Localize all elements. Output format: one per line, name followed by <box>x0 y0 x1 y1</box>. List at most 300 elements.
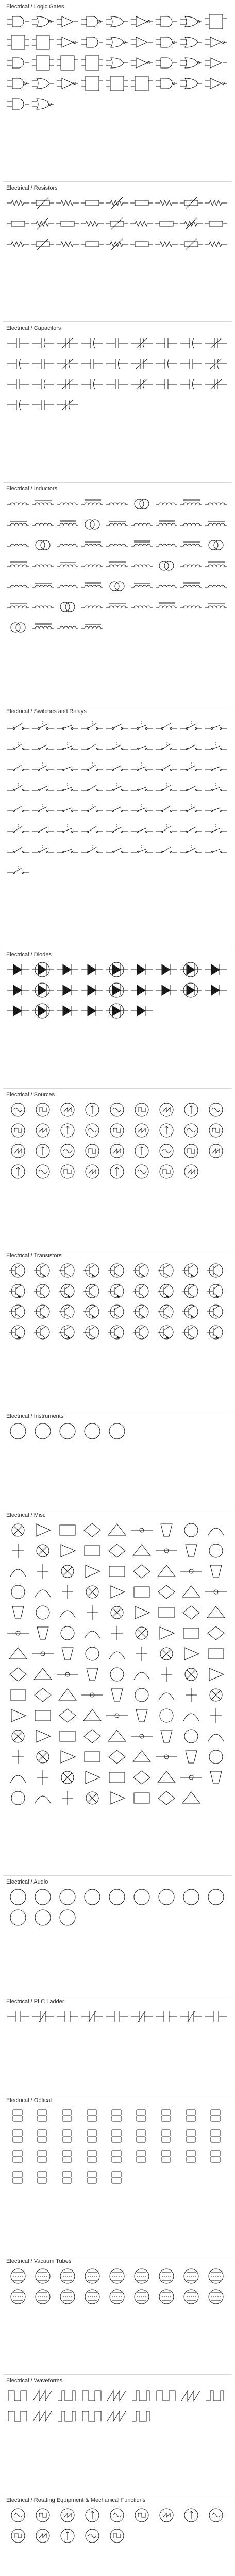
dc-source-shape[interactable] <box>6 1121 30 1140</box>
light-dependent-resistor-shape[interactable] <box>105 2127 129 2145</box>
diode-tube-shape[interactable] <box>204 2267 228 2285</box>
laser-diode-shape[interactable] <box>6 2127 30 2145</box>
terminal-shape[interactable] <box>56 1645 79 1663</box>
lamp-shape[interactable] <box>155 1521 178 1539</box>
diode-tube-shape[interactable] <box>179 2287 203 2306</box>
socket-shape[interactable] <box>56 1541 79 1560</box>
summing-junction-shape[interactable] <box>105 1521 129 1539</box>
nmos-shape[interactable] <box>204 1261 228 1280</box>
spdt-switch-shape[interactable] <box>179 800 203 818</box>
optocoupler-shape[interactable] <box>80 2147 104 2166</box>
filter-shape[interactable] <box>130 1521 154 1539</box>
ferrite-bead-shape[interactable] <box>80 577 104 596</box>
spst-switch-shape[interactable] <box>155 800 178 818</box>
nmos-shape[interactable] <box>56 1261 79 1280</box>
ground-shape[interactable] <box>56 1162 79 1181</box>
inductor-shape[interactable] <box>204 556 228 575</box>
resistor-box-shape[interactable] <box>105 214 129 233</box>
optocoupler-shape[interactable] <box>105 2168 129 2187</box>
fuse-shape[interactable] <box>204 758 228 777</box>
plug-shape[interactable] <box>105 1562 129 1581</box>
coil-shape[interactable] <box>56 2007 79 2026</box>
inverter-shape[interactable] <box>130 33 154 52</box>
pmos-shape[interactable] <box>80 1302 104 1321</box>
pentode-shape[interactable] <box>56 2287 79 2306</box>
sawtooth-source-shape[interactable] <box>130 1142 154 1160</box>
variable-resistor-shape[interactable] <box>204 235 228 253</box>
jfet-shape[interactable] <box>31 1282 55 1300</box>
ferrite-bead-shape[interactable] <box>130 515 154 534</box>
xor-gate-shape[interactable] <box>31 74 55 93</box>
fuse-shape[interactable] <box>130 717 154 736</box>
crystal-shape[interactable] <box>105 1541 129 1560</box>
jfet-shape[interactable] <box>31 1323 55 1342</box>
terminal-shape[interactable] <box>130 1748 154 1766</box>
spdt-switch-shape[interactable] <box>130 820 154 839</box>
feedthrough-capacitor-shape[interactable] <box>6 354 30 373</box>
sawtooth-source-shape[interactable] <box>105 1162 129 1181</box>
tetrode-shape[interactable] <box>130 2287 154 2306</box>
inverter-shape[interactable] <box>6 95 30 113</box>
seven-segment-display-shape[interactable] <box>179 2147 203 2166</box>
push-button-shape[interactable] <box>155 820 178 839</box>
plug-shape[interactable] <box>179 1583 203 1601</box>
summing-junction-shape[interactable] <box>179 1624 203 1642</box>
op-amp-shape[interactable] <box>6 1665 30 1684</box>
no-contact-shape[interactable] <box>6 2007 30 2026</box>
current-source-shape[interactable] <box>6 1162 30 1181</box>
npn-transistor-shape[interactable] <box>6 1302 30 1321</box>
test-point-shape[interactable] <box>6 1789 30 1807</box>
section-title[interactable]: Electrical / Sources <box>6 1092 55 1098</box>
diode-shape[interactable] <box>6 960 30 979</box>
light-dependent-resistor-shape[interactable] <box>80 2106 104 2125</box>
summing-junction-shape[interactable] <box>105 1603 129 1622</box>
feedthrough-capacitor-shape[interactable] <box>31 375 55 394</box>
section-title[interactable]: Electrical / Vacuum Tubes <box>6 2258 72 2264</box>
plug-shape[interactable] <box>31 1706 55 1725</box>
filter-shape[interactable] <box>56 1748 79 1766</box>
photodiode-shape[interactable] <box>6 1002 30 1020</box>
ferrite-bead-shape[interactable] <box>31 536 55 554</box>
variable-resistor-shape[interactable] <box>130 214 154 233</box>
variable-inductor-shape[interactable] <box>80 598 104 616</box>
current-source-shape[interactable] <box>56 1121 79 1140</box>
step-wave-shape[interactable] <box>204 2386 228 2405</box>
seven-segment-display-shape[interactable] <box>130 2106 154 2125</box>
summing-junction-shape[interactable] <box>105 1768 129 1787</box>
ferrite-bead-shape[interactable] <box>6 515 30 534</box>
variable-capacitor-shape[interactable] <box>179 334 203 352</box>
fuse-shape[interactable] <box>179 841 203 859</box>
push-button-shape[interactable] <box>204 800 228 818</box>
resistor-array-shape[interactable] <box>130 235 154 253</box>
pulse-wave-shape[interactable] <box>179 2386 203 2405</box>
terminal-shape[interactable] <box>56 1562 79 1581</box>
connector-shape[interactable] <box>105 1665 129 1684</box>
op-amp-shape[interactable] <box>80 1521 104 1539</box>
iron-core-inductor-shape[interactable] <box>105 556 129 575</box>
square-wave-source-shape[interactable] <box>105 1142 129 1160</box>
test-point-shape[interactable] <box>6 1624 30 1642</box>
tetrode-shape[interactable] <box>155 2267 178 2285</box>
flip-flop-shape[interactable] <box>80 74 104 93</box>
test-point-shape[interactable] <box>155 1665 178 1684</box>
square-wave-source-shape[interactable] <box>155 1100 178 1119</box>
relay-contact-shape[interactable] <box>179 758 203 777</box>
polarized-capacitor-shape[interactable] <box>179 354 203 373</box>
jfet-shape[interactable] <box>179 1282 203 1300</box>
thyristor-shape[interactable] <box>80 981 104 999</box>
crystal-shape[interactable] <box>179 1727 203 1745</box>
motor-shape[interactable] <box>204 1645 228 1663</box>
thermistor-shape[interactable] <box>105 194 129 212</box>
spst-switch-shape[interactable] <box>31 779 55 798</box>
sine-wave-shape[interactable] <box>6 2407 30 2426</box>
diode-shape[interactable] <box>130 981 154 999</box>
resistor-box-shape[interactable] <box>31 235 55 253</box>
motor-shape[interactable] <box>56 1521 79 1539</box>
nc-contact-shape[interactable] <box>31 2007 55 2026</box>
filter-shape[interactable] <box>130 1768 154 1787</box>
ac-source-shape[interactable] <box>179 1121 203 1140</box>
section-title[interactable]: Electrical / Diodes <box>6 952 52 958</box>
transformer-shape[interactable] <box>31 577 55 596</box>
test-point-shape[interactable] <box>80 1727 104 1745</box>
nor-gate-shape[interactable] <box>179 33 203 52</box>
fuse-shape[interactable] <box>80 738 104 756</box>
npn-transistor-shape[interactable] <box>6 1261 30 1280</box>
summing-junction-shape[interactable] <box>31 1583 55 1601</box>
ring-oscillator-shape[interactable] <box>31 33 55 52</box>
ring-oscillator-shape[interactable] <box>130 74 154 93</box>
connector-shape[interactable] <box>179 1521 203 1539</box>
antenna-shape[interactable] <box>6 1768 30 1787</box>
lamp-shape[interactable] <box>80 820 104 839</box>
variable-inductor-shape[interactable] <box>80 495 104 513</box>
speaker-shape[interactable] <box>31 1888 55 1906</box>
buffer-shape[interactable] <box>204 74 228 93</box>
diode-tube-shape[interactable] <box>80 2287 104 2306</box>
variable-inductor-shape[interactable] <box>105 515 129 534</box>
socket-shape[interactable] <box>56 1789 79 1807</box>
clutch-shape[interactable] <box>6 2527 30 2545</box>
battery-shape[interactable] <box>56 1100 79 1119</box>
and-gate-shape[interactable] <box>155 74 178 93</box>
bell-shape[interactable] <box>6 1908 30 1927</box>
triode-shape[interactable] <box>105 2287 129 2306</box>
gear-shape[interactable] <box>204 2506 228 2524</box>
ferrite-bead-shape[interactable] <box>179 556 203 575</box>
nand-gate-shape[interactable] <box>155 33 178 52</box>
igbt-shape[interactable] <box>56 1323 79 1342</box>
microphone-shape[interactable] <box>6 1888 30 1906</box>
light-dependent-resistor-shape[interactable] <box>204 2106 228 2125</box>
push-button-shape[interactable] <box>6 738 30 756</box>
pnp-transistor-shape[interactable] <box>179 1302 203 1321</box>
socket-shape[interactable] <box>130 1645 154 1663</box>
capacitor-shape[interactable] <box>155 354 178 373</box>
schottky-diode-shape[interactable] <box>56 960 79 979</box>
connector-shape[interactable] <box>31 1562 55 1581</box>
buzzer-shape[interactable] <box>80 1888 104 1906</box>
resistor-box-shape[interactable] <box>179 194 203 212</box>
jfet-shape[interactable] <box>105 1302 129 1321</box>
speaker-shape[interactable] <box>155 1888 178 1906</box>
trimmer-capacitor-shape[interactable] <box>80 334 104 352</box>
lamp-shape[interactable] <box>31 841 55 859</box>
spst-switch-shape[interactable] <box>179 717 203 736</box>
ferrite-bead-shape[interactable] <box>204 577 228 596</box>
motor-shape[interactable] <box>6 2506 30 2524</box>
seven-segment-display-shape[interactable] <box>155 2127 178 2145</box>
inverter-shape[interactable] <box>179 54 203 72</box>
motor-shape[interactable] <box>56 1686 79 1704</box>
polarized-capacitor-shape[interactable] <box>204 375 228 394</box>
galvanometer-shape[interactable] <box>31 1422 55 1440</box>
ground-shape[interactable] <box>80 1142 104 1160</box>
igbt-shape[interactable] <box>130 1302 154 1321</box>
diode-tube-shape[interactable] <box>6 2267 30 2285</box>
battery-shape[interactable] <box>179 1162 203 1181</box>
motor-shape[interactable] <box>31 2527 55 2545</box>
spdt-switch-shape[interactable] <box>31 717 55 736</box>
square-wave-shape[interactable] <box>31 2407 55 2426</box>
push-button-shape[interactable] <box>179 738 203 756</box>
feedthrough-capacitor-shape[interactable] <box>155 375 178 394</box>
iron-core-inductor-shape[interactable] <box>6 577 30 596</box>
xnor-gate-shape[interactable] <box>6 54 30 72</box>
antenna-shape[interactable] <box>6 1686 30 1704</box>
xor-gate-shape[interactable] <box>155 12 178 31</box>
filter-shape[interactable] <box>204 1624 228 1642</box>
crystal-shape[interactable] <box>31 1768 55 1787</box>
op-amp-shape[interactable] <box>80 1603 104 1622</box>
battery-shape[interactable] <box>204 1142 228 1160</box>
jfet-shape[interactable] <box>179 1323 203 1342</box>
nand-gate-shape[interactable] <box>105 12 129 31</box>
current-source-shape[interactable] <box>31 1142 55 1160</box>
connector-shape[interactable] <box>105 1748 129 1766</box>
zener-diode-shape[interactable] <box>204 960 228 979</box>
ground-shape[interactable] <box>130 1100 154 1119</box>
potentiometer-shape[interactable] <box>155 214 178 233</box>
crystal-shape[interactable] <box>31 1521 55 1539</box>
op-amp-shape[interactable] <box>80 1768 104 1787</box>
variable-resistor-shape[interactable] <box>56 194 79 212</box>
test-point-shape[interactable] <box>6 1541 30 1560</box>
section-title[interactable]: Electrical / Instruments <box>6 1413 64 1419</box>
seven-segment-display-shape[interactable] <box>56 2147 79 2166</box>
lamp-shape[interactable] <box>155 1686 178 1704</box>
resistor-zigzag-shape[interactable] <box>6 235 30 253</box>
light-dependent-resistor-shape[interactable] <box>130 2147 154 2166</box>
transformer-shape[interactable] <box>80 515 104 534</box>
resistor-array-shape[interactable] <box>130 194 154 212</box>
step-wave-shape[interactable] <box>105 2407 129 2426</box>
connector-shape[interactable] <box>179 1686 203 1704</box>
section-title[interactable]: Electrical / Misc <box>6 1512 46 1518</box>
spst-switch-shape[interactable] <box>204 779 228 798</box>
resistor-array-shape[interactable] <box>56 214 79 233</box>
photo-transistor-shape[interactable] <box>204 2127 228 2145</box>
op-amp-shape[interactable] <box>6 1748 30 1766</box>
capacitor-shape[interactable] <box>56 375 79 394</box>
no-contact-shape[interactable] <box>130 2007 154 2026</box>
relay-coil-shape[interactable] <box>130 841 154 859</box>
resistor-zigzag-shape[interactable] <box>155 194 178 212</box>
thyristor-shape[interactable] <box>130 960 154 979</box>
relay-coil-shape[interactable] <box>80 717 104 736</box>
spst-switch-shape[interactable] <box>105 820 129 839</box>
pentode-shape[interactable] <box>179 2267 203 2285</box>
photo-transistor-shape[interactable] <box>6 2168 30 2187</box>
current-source-shape[interactable] <box>80 1100 104 1119</box>
crystal-shape[interactable] <box>179 1562 203 1581</box>
transformer-shape[interactable] <box>179 598 203 616</box>
relay-coil-shape[interactable] <box>179 820 203 839</box>
crystal-shape[interactable] <box>31 1686 55 1704</box>
terminal-shape[interactable] <box>204 1521 228 1539</box>
test-point-shape[interactable] <box>80 1562 104 1581</box>
antenna-shape[interactable] <box>80 1624 104 1642</box>
socket-shape[interactable] <box>204 1583 228 1601</box>
op-amp-shape[interactable] <box>155 1624 178 1642</box>
sine-wave-shape[interactable] <box>130 2407 154 2426</box>
seven-segment-display-shape[interactable] <box>6 2106 30 2125</box>
transformer-shape[interactable] <box>6 556 30 575</box>
op-amp-shape[interactable] <box>155 1541 178 1560</box>
lamp-shape[interactable] <box>179 779 203 798</box>
iron-core-inductor-shape[interactable] <box>204 536 228 554</box>
optocoupler-shape[interactable] <box>56 2127 79 2145</box>
microphone-shape[interactable] <box>130 1888 154 1906</box>
npn-transistor-shape[interactable] <box>80 1282 104 1300</box>
plug-shape[interactable] <box>105 1645 129 1663</box>
npn-transistor-shape[interactable] <box>155 1302 178 1321</box>
transformer-shape[interactable] <box>105 536 129 554</box>
variable-inductor-shape[interactable] <box>179 577 203 596</box>
summing-junction-shape[interactable] <box>31 1665 55 1684</box>
iron-core-inductor-shape[interactable] <box>31 598 55 616</box>
summing-junction-shape[interactable] <box>179 1789 203 1807</box>
fuse-shape[interactable] <box>6 841 30 859</box>
motor-shape[interactable] <box>56 1603 79 1622</box>
zener-diode-shape[interactable] <box>155 981 178 999</box>
terminal-shape[interactable] <box>204 1768 228 1787</box>
relay-coil-shape[interactable] <box>155 758 178 777</box>
diac-shape[interactable] <box>56 1002 79 1020</box>
npn-transistor-shape[interactable] <box>80 1323 104 1342</box>
nand-gate-shape[interactable] <box>204 54 228 72</box>
buffer-shape[interactable] <box>56 12 79 31</box>
inverter-shape[interactable] <box>80 12 104 31</box>
filter-shape[interactable] <box>204 1706 228 1725</box>
crystal-shape[interactable] <box>105 1706 129 1725</box>
xor-gate-shape[interactable] <box>204 33 228 52</box>
photo-transistor-shape[interactable] <box>179 2106 203 2125</box>
lamp-shape[interactable] <box>105 738 129 756</box>
pulse-source-shape[interactable] <box>105 1100 129 1119</box>
laser-diode-shape[interactable] <box>56 2168 79 2187</box>
connector-shape[interactable] <box>105 1583 129 1601</box>
headphone-shape[interactable] <box>179 1888 203 1906</box>
connector-shape[interactable] <box>31 1727 55 1745</box>
motor-shape[interactable] <box>130 2506 154 2524</box>
photodiode-shape[interactable] <box>105 960 129 979</box>
generator-shape[interactable] <box>56 2527 79 2545</box>
igbt-shape[interactable] <box>204 1323 228 1342</box>
or-gate-shape[interactable] <box>31 12 55 31</box>
trimmer-capacitor-shape[interactable] <box>130 375 154 394</box>
gear-shape[interactable] <box>80 2506 104 2524</box>
motor-shape[interactable] <box>130 1706 154 1725</box>
diode-tube-shape[interactable] <box>105 2267 129 2285</box>
crystal-shape[interactable] <box>179 1645 203 1663</box>
potentiometer-shape[interactable] <box>80 194 104 212</box>
feedthrough-capacitor-shape[interactable] <box>130 354 154 373</box>
schottky-diode-shape[interactable] <box>6 981 30 999</box>
variable-resistor-shape[interactable] <box>204 194 228 212</box>
plug-shape[interactable] <box>179 1665 203 1684</box>
laser-diode-shape[interactable] <box>155 2147 178 2166</box>
register-shape[interactable] <box>56 54 79 72</box>
relay-coil-shape[interactable] <box>56 800 79 818</box>
sine-wave-shape[interactable] <box>105 2386 129 2405</box>
square-wave-source-shape[interactable] <box>130 1121 154 1140</box>
push-button-shape[interactable] <box>56 717 79 736</box>
transformer-shape[interactable] <box>56 598 79 616</box>
inductor-shape[interactable] <box>31 618 55 637</box>
photo-transistor-shape[interactable] <box>80 2127 104 2145</box>
motor-shape[interactable] <box>56 1768 79 1787</box>
ferrite-bead-shape[interactable] <box>105 495 129 513</box>
variable-capacitor-shape[interactable] <box>204 354 228 373</box>
spst-switch-shape[interactable] <box>56 841 79 859</box>
capacitor-shape[interactable] <box>130 334 154 352</box>
spst-switch-shape[interactable] <box>6 717 30 736</box>
coil-shape[interactable] <box>179 2007 203 2026</box>
section-title[interactable]: Electrical / Switches and Relays <box>6 708 87 715</box>
variable-inductor-shape[interactable] <box>130 536 154 554</box>
laser-diode-shape[interactable] <box>105 2106 129 2125</box>
inductor-shape[interactable] <box>130 495 154 513</box>
antenna-shape[interactable] <box>80 1706 104 1725</box>
clutch-shape[interactable] <box>105 2506 129 2524</box>
jfet-shape[interactable] <box>105 1261 129 1280</box>
section-title[interactable]: Electrical / Waveforms <box>6 2378 63 2384</box>
pulse-source-shape[interactable] <box>56 1142 79 1160</box>
push-button-shape[interactable] <box>80 779 104 798</box>
headphone-shape[interactable] <box>56 1888 79 1906</box>
summing-junction-shape[interactable] <box>105 1686 129 1704</box>
diode-shape[interactable] <box>179 960 203 979</box>
variable-capacitor-shape[interactable] <box>105 375 129 394</box>
trimmer-capacitor-shape[interactable] <box>6 375 30 394</box>
generator-shape[interactable] <box>31 2506 55 2524</box>
optocoupler-shape[interactable] <box>31 2106 55 2125</box>
register-shape[interactable] <box>6 33 30 52</box>
voltmeter-shape[interactable] <box>105 1422 129 1440</box>
connector-shape[interactable] <box>31 1645 55 1663</box>
triode-shape[interactable] <box>204 2287 228 2306</box>
summing-junction-shape[interactable] <box>31 1748 55 1766</box>
filter-shape[interactable] <box>204 1541 228 1560</box>
generator-shape[interactable] <box>155 2506 178 2524</box>
relay-contact-shape[interactable] <box>6 758 30 777</box>
sawtooth-wave-shape[interactable] <box>31 2386 55 2405</box>
seven-segment-display-shape[interactable] <box>31 2127 55 2145</box>
